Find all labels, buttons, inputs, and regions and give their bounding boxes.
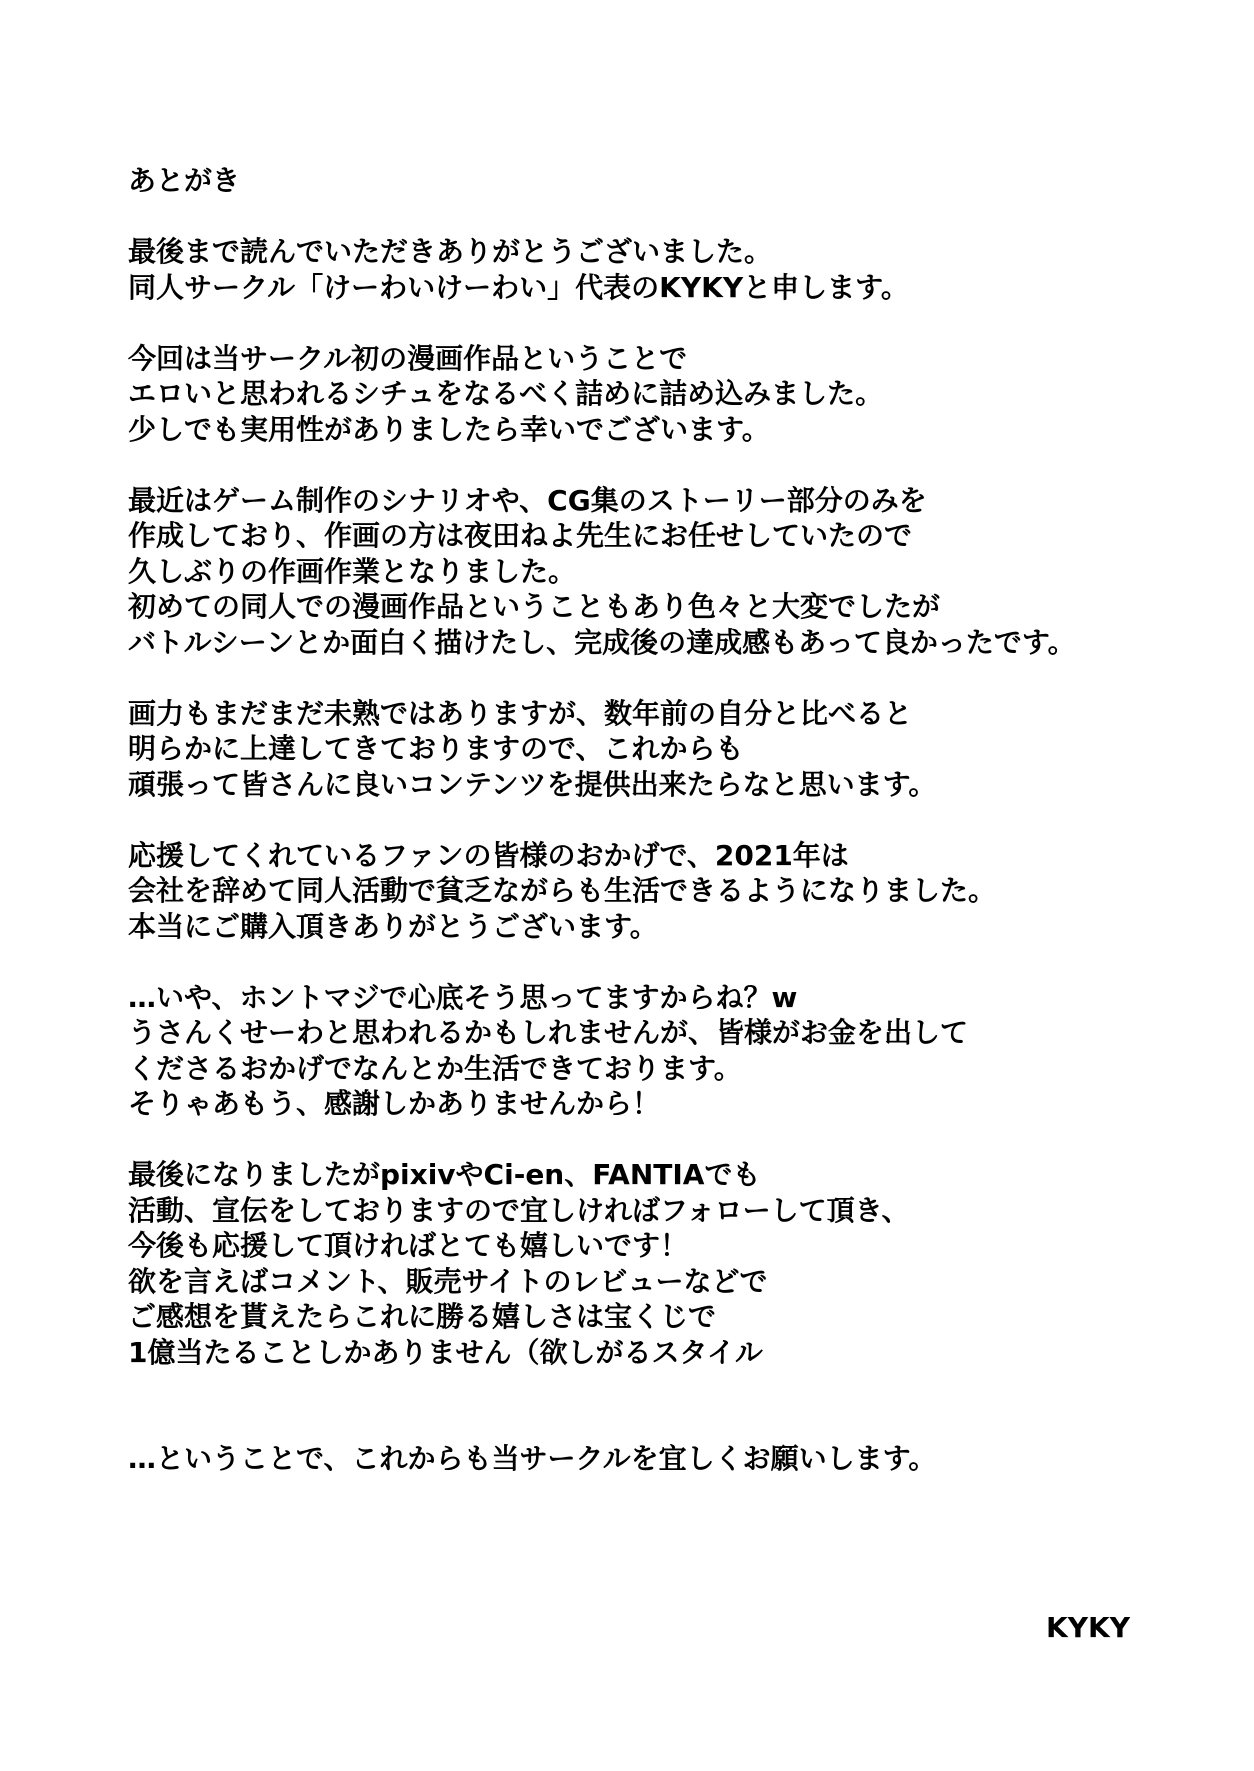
paragraph-follow [128, 1157, 1158, 1370]
text-line: 本当にご購入頂きありがとうございます。 [128, 909, 658, 943]
text-line: 最近はゲーム制作のシナリオや、CG集のストーリー部分のみを [128, 483, 927, 517]
text-line: 欲を言えばコメント、販売サイトのレビューなどで [128, 1264, 768, 1298]
text-line: そりゃあもう、感謝しかありませんから！ [128, 1087, 661, 1120]
text-line: ご感想を貰えたらこれに勝る嬉しさは宝くじで [128, 1300, 717, 1333]
text-line: 最後まで読んでいただきありがとうございました。 [128, 235, 773, 268]
text-line: 1億当たることしかありません（欲しがるスタイル [128, 1335, 763, 1369]
paragraph-greeting [128, 234, 1158, 305]
author-signature: KYKY [1046, 1611, 1130, 1644]
afterword-title: あとがき [128, 164, 241, 197]
text-line: 今後も応援して頂ければとても嬉しいです！ [128, 1229, 689, 1262]
text-line: エロいと思われるシチュをなるべく詰めに詰め込みました。 [128, 377, 884, 410]
paragraph-first-manga [128, 341, 1158, 448]
text-line: うさんくせーわと思われるかもしれませんが、皆様がお金を出して [128, 1016, 969, 1049]
afterword-body [128, 163, 1158, 1477]
text-line: 初めての同人での漫画作品ということもあり色々と大変でしたが [128, 590, 941, 623]
text-line: 画力もまだまだ未熟ではありますが、数年前の自分と比べると [128, 696, 913, 730]
text-line: 会社を辞めて同人活動で貧乏ながらも生活できるようになりました。 [128, 874, 997, 907]
paragraph-sincere [128, 980, 1158, 1122]
text-line: バトルシーンとか面白く描けたし、完成後の達成感もあって良かったです。 [128, 625, 1076, 659]
text-line: …いや、ホントマジで心底そう思ってますからね？w [128, 980, 798, 1014]
paragraph-thanks-fans [128, 838, 1158, 945]
text-line: 少しでも実用性がありましたら幸いでございます。 [128, 412, 770, 446]
text-line: 活動、宣伝をしておりますので宜しければフォローして頂き、 [128, 1193, 910, 1227]
text-line: 最後になりましたがpixivやCi-en、FANTIAでも [128, 1158, 761, 1191]
text-line: 作成しており、作画の方は夜田ねよ先生にお任せしていたので [128, 519, 913, 552]
text-line: くださるおかげでなんとか生活できております。 [128, 1051, 742, 1085]
text-line: 同人サークル「けーわいけーわい」代表のKYKYと申します。 [128, 270, 909, 304]
paragraph-skill [128, 696, 1158, 803]
text-line: 応援してくれているファンの皆様のおかげで、2021年は [128, 838, 849, 872]
text-line: 今回は当サークル初の漫画作品ということで [128, 341, 688, 375]
paragraph-recent-work [128, 483, 1158, 661]
text-line: 明らかに上達してきておりますので、これからも [128, 732, 744, 765]
text-line: 頑張って皆さんに良いコンテンツを提供出来たらなと思います。 [128, 767, 937, 801]
text-line: …ということで、これからも当サークルを宜しくお願いします。 [128, 1442, 937, 1475]
text-line: 久しぶりの作画作業となりました。 [128, 554, 577, 588]
paragraph-closing [128, 1441, 1158, 1477]
